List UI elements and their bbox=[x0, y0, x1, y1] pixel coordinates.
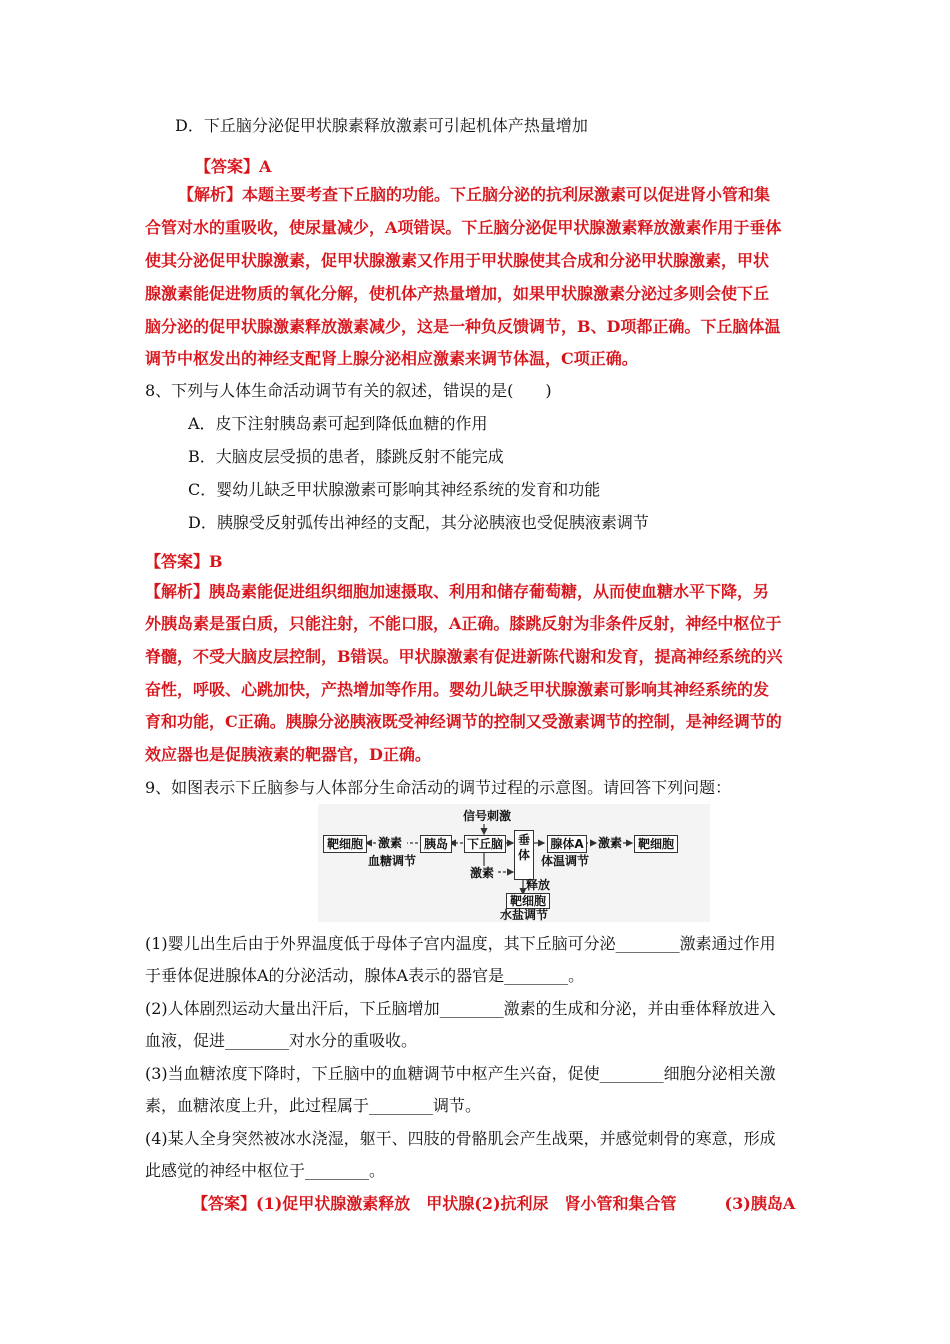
regulation-diagram bbox=[318, 804, 710, 922]
q8-explanation-line: 【解析】胰岛素能促进组织细胞加速摄取、利用和储存葡萄糖，从而使血糖水平下降，另 bbox=[145, 582, 770, 601]
q9-sub-question-line: (1)婴儿出生后由于外界温度低于母体子宫内温度，其下丘脑可分泌________激素通过作用 bbox=[145, 934, 776, 953]
q8-explanation-line: 脊髓，不受大脑皮层控制，B错误。甲状腺激素有促进新陈代谢和发育，提高神经系统的兴 bbox=[145, 647, 783, 666]
q7-explanation-line: 使其分泌促甲状腺激素，促甲状腺激素又作用于甲状腺使其合成和分泌甲状腺激素，甲状 bbox=[145, 251, 770, 270]
release-label: 释放 bbox=[526, 878, 551, 892]
q9-answer: 【答案】(1)促甲状腺激素释放 甲状腺(2)抗利尿 肾小管和集合管 (3)胰岛A bbox=[192, 1194, 796, 1213]
q9-sub-question-line: 于垂体促进腺体A的分泌活动，腺体A表示的器官是________。 bbox=[145, 966, 585, 985]
q8-explanation-line: 奋性，呼吸、心跳加快，产热增加等作用。婴幼儿缺乏甲状腺激素可影响其神经系统的发 bbox=[145, 680, 770, 699]
q7-option-d: D．下丘脑分泌促甲状腺素释放激素可引起机体产热量增加 bbox=[175, 116, 588, 135]
temperature-label: 体温调节 bbox=[541, 854, 590, 868]
q8-option-c: C．婴幼儿缺乏甲状腺激素可影响其神经系统的发育和功能 bbox=[188, 480, 601, 499]
signal-label: 信号刺激 bbox=[463, 809, 512, 823]
target-cell-bottom-box: 靶细胞 bbox=[506, 893, 550, 909]
q8-explanation-line: 外胰岛素是蛋白质，只能注射，不能口服，A正确。膝跳反射为非条件反射，神经中枢位于 bbox=[145, 614, 782, 633]
q8-option-b: B．大脑皮层受损的患者，膝跳反射不能完成 bbox=[188, 447, 504, 466]
pancreatic-islet-box: 胰岛 bbox=[420, 835, 452, 853]
q9-sub-question-line: 素，血糖浓度上升，此过程属于________调节。 bbox=[145, 1096, 482, 1115]
q7-explanation-line: 【解析】本题主要考查下丘脑的功能。下丘脑分泌的抗利尿激素可以促进肾小管和集 bbox=[178, 185, 771, 204]
q8-option-a: A．皮下注射胰岛素可起到降低血糖的作用 bbox=[188, 414, 488, 433]
q8-stem: 8、下列与人体生命活动调节有关的叙述，错误的是( ) bbox=[145, 381, 552, 400]
blood-sugar-label: 血糖调节 bbox=[368, 854, 417, 868]
hormone-bottom-label: 激素 bbox=[470, 866, 495, 880]
q7-explanation-line: 调节中枢发出的神经支配肾上腺分泌相应激素来调节体温，C项正确。 bbox=[145, 349, 638, 368]
pituitary-box: 垂体 bbox=[514, 830, 534, 880]
q8-answer: 【答案】B bbox=[145, 552, 223, 571]
q7-explanation-line: 脑分泌的促甲状腺激素释放激素减少，这是一种负反馈调节，B、D项都正确。下丘脑体温 bbox=[145, 317, 781, 336]
q8-option-d: D．胰腺受反射弧传出神经的支配，其分泌胰液也受促胰液素调节 bbox=[188, 513, 649, 532]
target-cell-right-box: 靶细胞 bbox=[634, 835, 678, 853]
hypothalamus-box: 下丘脑 bbox=[464, 835, 506, 853]
q7-explanation-line: 合管对水的重吸收，使尿量减少，A项错误。下丘脑分泌促甲状腺激素释放激素作用于垂体 bbox=[145, 218, 782, 237]
water-salt-label: 水盐调节 bbox=[500, 908, 549, 922]
q9-sub-question-line: 此感觉的神经中枢位于________。 bbox=[145, 1161, 386, 1180]
q9-sub-question-line: (2)人体剧烈运动大量出汗后，下丘脑增加________激素的生成和分泌，并由垂体释放进入 bbox=[145, 999, 776, 1018]
q9-sub-question-line: (4)某人全身突然被冰水浇湿，躯干、四肢的骨骼肌会产生战栗，并感觉刺骨的寒意，形成 bbox=[145, 1129, 776, 1148]
q9-stem: 9、如图表示下丘脑参与人体部分生命活动的调节过程的示意图。请回答下列问题： bbox=[145, 778, 732, 797]
q9-sub-question-line: 血液，促进________对水分的重吸收。 bbox=[145, 1031, 418, 1050]
q8-explanation-line: 育和功能，C正确。胰腺分泌胰液既受神经调节的控制又受激素调节的控制，是神经调节的 bbox=[145, 712, 782, 731]
q9-sub-question-line: (3)当血糖浓度下降时，下丘脑中的血糖调节中枢产生兴奋，促使________细胞分泌相关激 bbox=[145, 1064, 776, 1083]
q8-explanation-line: 效应器也是促胰液素的靶器官，D正确。 bbox=[145, 745, 431, 764]
q7-explanation-line: 腺激素能促进物质的氧化分解，使机体产热量增加，如果甲状腺激素分泌过多则会使下丘 bbox=[145, 284, 770, 303]
hormone-left-label: 激素 bbox=[378, 836, 403, 850]
target-cell-left-box: 靶细胞 bbox=[323, 835, 367, 853]
gland-a-box: 腺体A bbox=[547, 835, 587, 853]
q7-answer: 【答案】A bbox=[195, 157, 272, 176]
hormone-right-label: 激素 bbox=[598, 836, 623, 850]
